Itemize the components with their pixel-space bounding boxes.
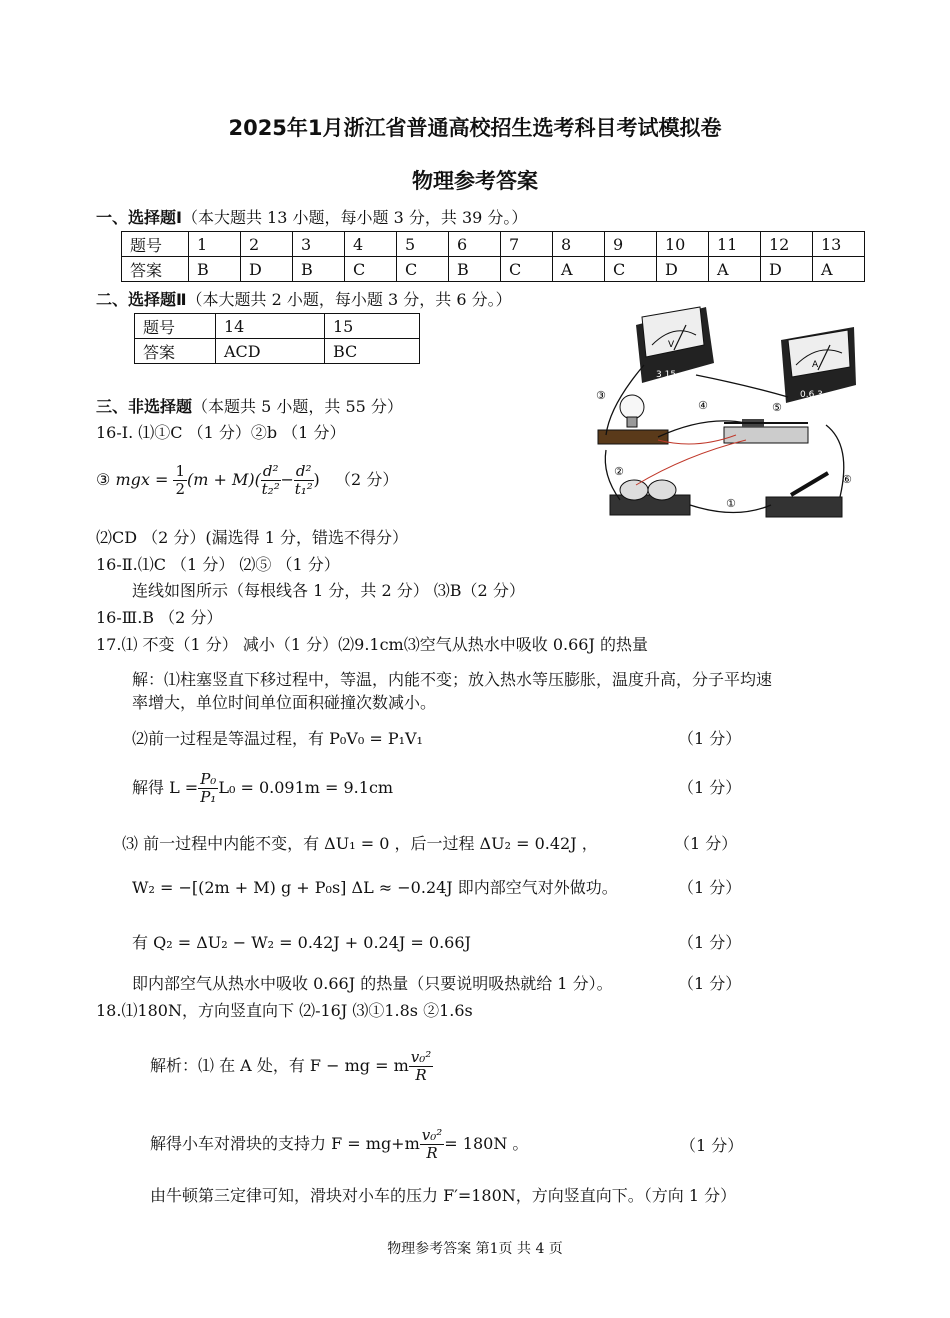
frac-numerator: v₀² — [421, 1126, 443, 1144]
q16-line3: 16-Ⅱ.⑴C （1 分） ⑵⑤ （1 分） — [96, 555, 340, 574]
wire-label-1: ① — [726, 497, 736, 510]
q16-line1: 16-Ⅰ. ⑴①C （1 分）②b （1 分） — [96, 423, 346, 442]
table-cell: 5 — [397, 232, 449, 257]
frac-numerator: d² — [262, 462, 279, 480]
section3-heading: 三、非选择题 — [96, 397, 193, 416]
section1-note: （本大题共 13 小题，每小题 3 分，共 39 分。） — [181, 208, 528, 227]
table-cell: ACD — [216, 339, 325, 364]
q17-sol1b: 率增大，单位时间单位面积碰撞次数减小。 — [132, 693, 437, 712]
frac-denominator: t₁² — [294, 480, 313, 498]
q18-sol2-frac — [420, 1127, 445, 1162]
table-cell: B — [449, 257, 501, 282]
q16-eq-frac2 — [294, 463, 314, 498]
table-row-label: 题号 — [122, 232, 189, 257]
q16-eq-mid: (m + M)( — [187, 470, 261, 489]
section1-header — [96, 207, 527, 229]
section3-note: （本题共 5 小题，共 55 分） — [192, 397, 403, 416]
table-cell: C — [501, 257, 553, 282]
section3-header — [96, 396, 403, 418]
table-row-label: 题号 — [135, 314, 216, 339]
q17-sol1a: 解：⑴柱塞竖直下移过程中，等温，内能不变；放入热水等压膨胀，温度升高，分子平均速 — [132, 670, 773, 689]
ammeter — [781, 327, 856, 403]
section2-answer-row — [135, 339, 420, 364]
q17-sol5: W₂ = −[(2m + M) g + P₀s] ΔL ≈ −0.24J 即内部空气对外做功。 — [132, 878, 618, 897]
section1-answer-row — [122, 257, 865, 282]
q17-sol4-score: （1 分） — [674, 834, 738, 853]
q16-line5: 16-Ⅲ.B （2 分） — [96, 608, 223, 627]
table-cell: D — [761, 257, 813, 282]
light-bulb — [598, 395, 668, 444]
q16-eq-frac1 — [261, 463, 281, 498]
wire-label-3: ③ — [596, 389, 606, 402]
frac-denominator: t₂² — [261, 480, 280, 498]
table-cell: 7 — [501, 232, 553, 257]
q18-sol2-score: （1 分） — [680, 1136, 744, 1155]
table-cell: C — [605, 257, 657, 282]
q18-sol2 — [150, 1124, 528, 1164]
ammeter-label: A — [812, 360, 819, 370]
wire-label-2: ② — [614, 465, 624, 478]
page-footer: 物理参考答案 第1页 共 4 页 — [387, 1241, 563, 1257]
frac-numerator: v₀² — [410, 1048, 432, 1066]
q18-sol3: 由牛顿第三定律可知，滑块对小车的压力 F′=180N，方向竖直向下。（方向 1 分） — [150, 1186, 737, 1205]
q17-line1: 17.⑴ 不变（1 分） 减小（1 分）⑵9.1cm⑶空气从热水中吸收 0.66J 的热量 — [96, 635, 648, 654]
table-cell: 13 — [813, 232, 865, 257]
table-cell: B — [293, 257, 345, 282]
q17-sol6-score: （1 分） — [678, 933, 742, 952]
q17-sol3 — [132, 768, 393, 808]
q17-sol2-score: （1 分） — [678, 729, 742, 748]
q16-eq-close: ) — [313, 470, 320, 489]
q17-sol5-score: （1 分） — [678, 878, 742, 897]
q17-sol7: 即内部空气从热水中吸收 0.66J 的热量（只要说明吸热就给 1 分）。 — [132, 974, 613, 993]
section2-answer-table — [134, 313, 420, 364]
table-cell: 6 — [449, 232, 501, 257]
switch — [766, 473, 842, 517]
q17-sol3-post: L₀ = 0.091m = 9.1cm — [218, 778, 394, 797]
q16-eq-half — [173, 463, 187, 498]
q18-sol2-pre: 解得小车对滑块的支持力 F = mg+m — [150, 1134, 420, 1153]
table-cell: 12 — [761, 232, 813, 257]
frac-denominator: R — [426, 1144, 438, 1162]
q17-sol3-pre: 解得 L = — [132, 778, 199, 797]
table-cell: 10 — [657, 232, 709, 257]
table-cell: B — [189, 257, 241, 282]
section2-question-row — [135, 314, 420, 339]
rheostat — [724, 419, 808, 443]
q17-sol2: ⑵前一过程是等温过程，有 P₀V₀ = P₁V₁ — [132, 729, 423, 748]
q17-sol3-score: （1 分） — [678, 778, 742, 797]
table-cell: 8 — [553, 232, 605, 257]
q17-sol7-score: （1 分） — [678, 974, 742, 993]
voltmeter-terminals: 3 15 — [656, 370, 677, 380]
table-cell: 11 — [709, 232, 761, 257]
table-cell: BC — [325, 339, 420, 364]
page-subtitle: 物理参考答案 — [412, 169, 538, 193]
voltmeter-label: V — [668, 340, 675, 350]
voltmeter — [636, 307, 714, 383]
q17-sol3-frac — [198, 771, 218, 806]
frac-denominator: R — [415, 1066, 427, 1084]
circuit-diagram — [596, 305, 858, 525]
table-cell: D — [657, 257, 709, 282]
table-cell: D — [241, 257, 293, 282]
wire-label-6: ⑥ — [842, 473, 852, 486]
section1-answer-table — [121, 231, 865, 282]
table-cell: 15 — [325, 314, 420, 339]
q18-sol1-frac — [409, 1049, 434, 1084]
q16-equation — [96, 460, 398, 500]
table-cell: 4 — [345, 232, 397, 257]
page-title: 2025年1月浙江省普通高校招生选考科目考试模拟卷 — [228, 116, 722, 140]
q16-eq-minus: − — [280, 470, 294, 489]
q16-eq-score: （2 分） — [335, 470, 399, 489]
table-row-label: 答案 — [122, 257, 189, 282]
table-cell: 3 — [293, 232, 345, 257]
section2-heading: 二、选择题Ⅱ — [96, 290, 187, 309]
wire-label-5: ⑤ — [772, 401, 782, 414]
frac-denominator: 2 — [175, 480, 186, 498]
table-cell: C — [397, 257, 449, 282]
table-cell: 2 — [241, 232, 293, 257]
frac-numerator: d² — [295, 462, 312, 480]
battery-holder — [610, 480, 690, 515]
section1-question-row — [122, 232, 865, 257]
q18-sol1-pre: 解析：⑴ 在 A 处，有 F − mg = m — [150, 1056, 409, 1075]
table-row-label: 答案 — [135, 339, 216, 364]
q18-sol1 — [150, 1046, 433, 1086]
table-cell: 14 — [216, 314, 325, 339]
table-cell: 1 — [189, 232, 241, 257]
q16-eq-lhs: mgx = — [115, 470, 169, 489]
q18-line1: 18.⑴180N，方向竖直向下 ⑵-16J ⑶①1.8s ②1.6s — [96, 1001, 473, 1020]
wire-label-4: ④ — [698, 399, 708, 412]
q17-sol4: ⑶ 前一过程中内能不变，有 ΔU₁ = 0 ，后一过程 ΔU₂ = 0.42J ， — [122, 834, 598, 853]
section2-note: （本大题共 2 小题，每小题 3 分，共 6 分。） — [186, 290, 512, 309]
q16-eq-prefix: ③ — [96, 470, 111, 489]
table-cell: C — [345, 257, 397, 282]
section2-header — [96, 289, 512, 311]
ammeter-terminals: 0.6 3 — [800, 390, 823, 400]
table-cell: A — [709, 257, 761, 282]
q16-line4: 连线如图所示（每根线各 1 分，共 2 分） ⑶B（2 分） — [132, 581, 525, 600]
table-cell: A — [553, 257, 605, 282]
q16-line2: ⑵CD （2 分）(漏选得 1 分，错选不得分） — [96, 528, 409, 547]
frac-numerator: P₀ — [200, 770, 217, 788]
q18-sol2-post: = 180N 。 — [444, 1134, 529, 1153]
frac-denominator: P₁ — [200, 788, 217, 806]
q17-sol6: 有 Q₂ = ΔU₂ − W₂ = 0.42J + 0.24J = 0.66J — [132, 933, 471, 952]
section1-heading: 一、选择题Ⅰ — [96, 208, 182, 227]
table-cell: 9 — [605, 232, 657, 257]
table-cell: A — [813, 257, 865, 282]
frac-numerator: 1 — [175, 462, 186, 480]
